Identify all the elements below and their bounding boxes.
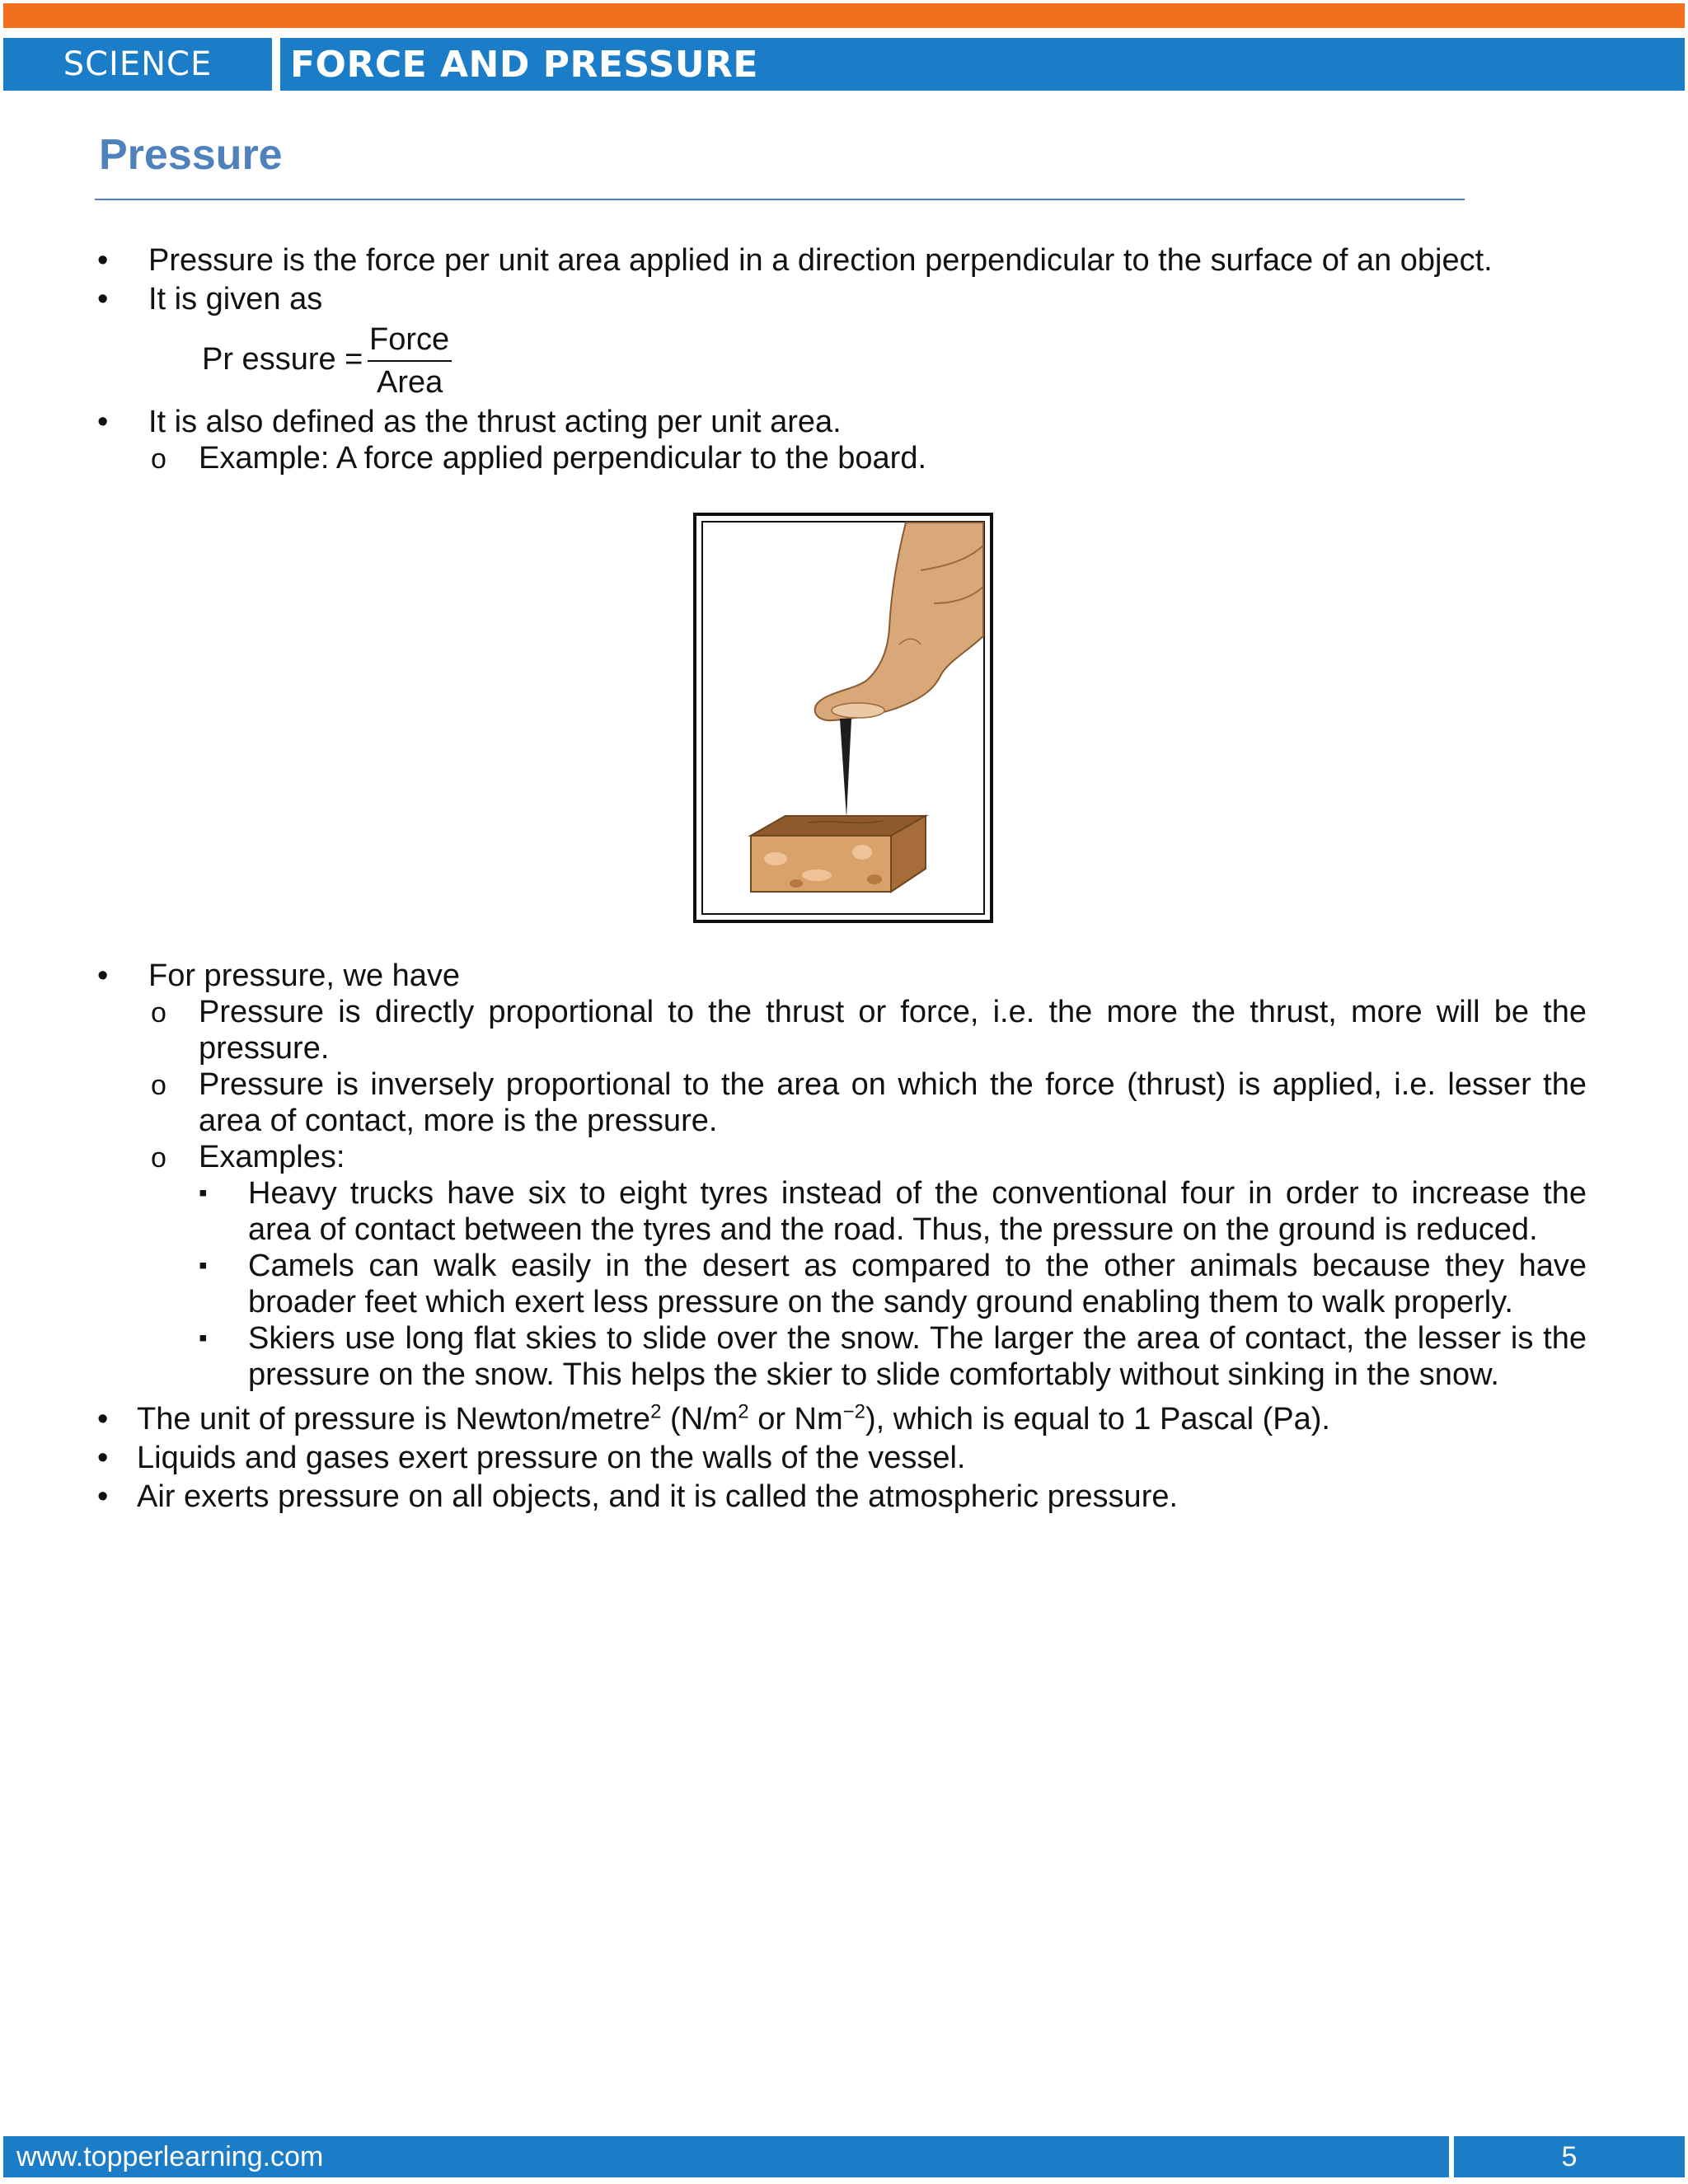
square-bullet-icon: ▪	[199, 1324, 208, 1352]
examples-label: Examples:	[199, 1140, 345, 1174]
bullet-icon: •	[97, 405, 109, 439]
skiers-example-text: Skiers use long flat skies to slide over the snow. The larger the area of contact, the lesser is the	[248, 1321, 1587, 1356]
circle-bullet-icon: o	[151, 1070, 166, 1101]
formula-intro-text: It is given as	[148, 282, 323, 316]
trucks-example-text: Heavy trucks have six to eight tyres instead of the conventional four in order to increase the	[248, 1176, 1587, 1211]
top-accent-bar	[3, 3, 1685, 28]
circle-bullet-icon: o	[151, 997, 166, 1029]
bullet-icon: •	[97, 1402, 109, 1436]
finger-pin-board-illustration	[693, 513, 993, 923]
circle-bullet-icon: o	[151, 443, 166, 475]
circle-bullet-icon: o	[151, 1142, 166, 1174]
subject-label: SCIENCE	[63, 45, 213, 83]
bullet-icon: •	[97, 1441, 109, 1475]
unit-text: The unit of pressure is Newton/metre$^2$ ($N/m^2$ or $Nm^{-2}$), which is equal to 1 Pascal (Pa).	[137, 1400, 1330, 1436]
atmospheric-pressure-text: Air exerts pressure on all objects, and it is called the atmospheric pressure.	[137, 1479, 1179, 1514]
square-bullet-icon: ▪	[199, 1252, 208, 1279]
inverse-proportion-text-cont: area of contact, more is the pressure.	[199, 1104, 718, 1138]
formula-lhs: Pr essure =	[202, 342, 363, 377]
direct-proportion-text: Pressure is directly proportional to the thrust or force, i.e. the more the thrust, more will be the	[199, 995, 1587, 1029]
trucks-example-text-cont: area of contact between the tyres and the road. Thus, the pressure on the ground is reduced.	[248, 1212, 1538, 1247]
camels-example-text-cont: broader feet which exert less pressure on the sandy ground enabling them to walk properly.	[248, 1285, 1513, 1319]
bullet-icon: •	[97, 282, 109, 316]
example-text: Example: A force applied perpendicular to the board.	[199, 441, 927, 476]
footer-website-link[interactable]: www.topperlearning.com	[16, 2140, 324, 2172]
header-divider	[272, 38, 280, 91]
skiers-example-text-cont: pressure on the snow. This helps the skier to slide comfortably without sinking in the snow.	[248, 1357, 1499, 1392]
page-number: 5	[1561, 2140, 1578, 2172]
definition-text: Pressure is the force per unit area applied in a direction perpendicular to the surface of an object.	[148, 243, 1493, 278]
formula-numerator: Force	[369, 322, 450, 357]
section-heading: Pressure	[99, 131, 283, 179]
square-bullet-icon: ▪	[199, 1179, 208, 1207]
liquids-gases-text: Liquids and gases exert pressure on the walls of the vessel.	[137, 1441, 966, 1475]
formula-denominator: Area	[377, 365, 443, 400]
camels-example-text: Camels can walk easily in the desert as compared to the other animals because they have	[248, 1249, 1587, 1283]
chapter-title: FORCE AND PRESSURE	[290, 43, 758, 86]
bullet-icon: •	[97, 1479, 109, 1514]
bullet-icon: •	[97, 243, 109, 278]
direct-proportion-text-cont: pressure.	[199, 1031, 330, 1066]
heading-rule	[95, 199, 1465, 200]
properties-intro-text: For pressure, we have	[148, 958, 461, 993]
fraction-bar	[368, 360, 452, 362]
inverse-proportion-text: Pressure is inversely proportional to the area on which the force (thrust) is applied, i.e. lesser the	[199, 1067, 1587, 1102]
thrust-definition-text: It is also defined as the thrust acting per unit area.	[148, 405, 842, 439]
bullet-icon: •	[97, 958, 109, 993]
